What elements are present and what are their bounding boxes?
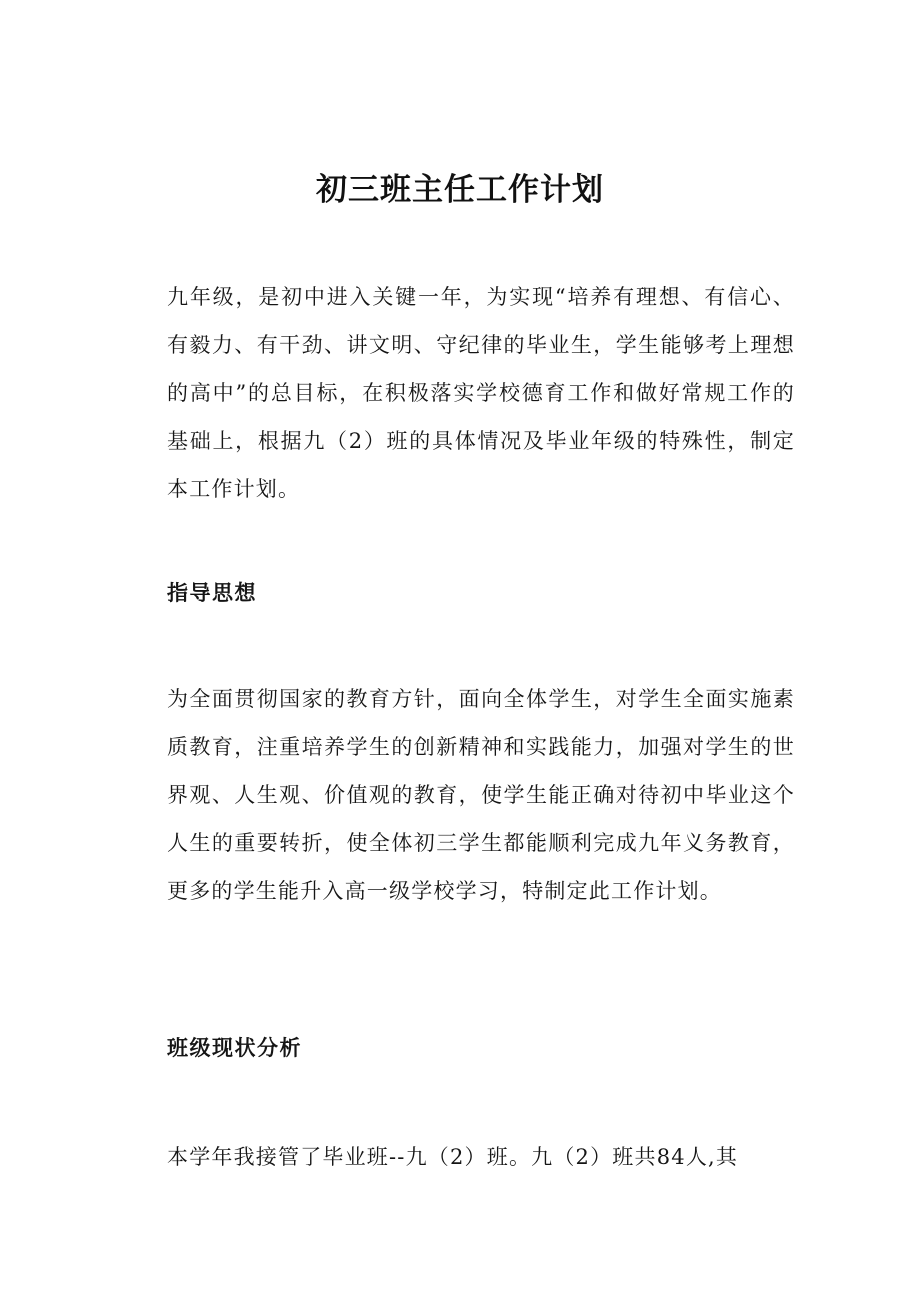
section-heading-class-status: 班级现状分析	[167, 1035, 302, 1060]
guiding-thought-paragraph: 为全面贯彻国家的教育方针，面向全体学生，对学生全面实施素质教育，注重培养学生的创新精神和实践能力，加强对学生的世界观、人生观、价值观的教育，使学生能正确对待初中毕业这个人生的重要转折，使全体初三学生都能顺利完成九年义务教育，更多的学生能升入高一级学校学习，特制定此工作计划。	[167, 687, 795, 903]
document-title: 初三班主任工作计划	[316, 171, 604, 208]
class-status-paragraph: 本学年我接管了毕业班--九（2）班。九（2）班共84人,其	[167, 1145, 739, 1169]
intro-paragraph: 九年级，是初中进入关键一年，为实现“培养有理想、有信心、有毅力、有干劲、讲文明、守纪律的毕业生，学生能够考上理想的高中”的总目标，在积极落实学校德育工作和做好常规工作的基础上，根据九（2）班的具体情况及毕业年级的特殊性，制定本工作计划。	[167, 285, 795, 501]
section-heading-guiding-thought: 指导思想	[167, 580, 257, 605]
